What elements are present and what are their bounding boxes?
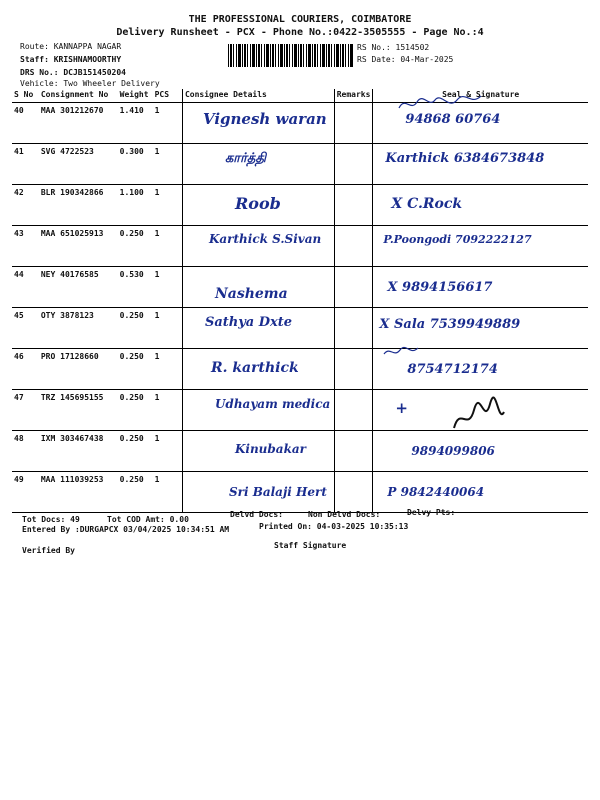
row-sno: 47 xyxy=(12,390,39,431)
row-weight: 0.250 xyxy=(118,390,153,431)
row-remarks xyxy=(334,390,373,431)
printed-on: Printed On: 04-03-2025 10:35:13 xyxy=(259,522,409,531)
row-seal-cell xyxy=(373,185,588,226)
col-seal-signature: Seal & Signature xyxy=(373,89,588,103)
table-row xyxy=(12,431,588,472)
row-consignee-handwriting: Vignesh waran xyxy=(202,110,327,128)
row-pcs: 1 xyxy=(153,103,183,144)
barcode xyxy=(228,44,353,67)
row-consignee-handwriting: R. karthick xyxy=(210,360,299,376)
row-pcs: 1 xyxy=(153,144,183,185)
row-seal-handwriting: P.Poongodi 7092222127 xyxy=(383,233,532,246)
runsheet-table xyxy=(12,89,588,513)
row-seal-cell xyxy=(373,472,588,513)
row-consignee-cell xyxy=(182,431,334,472)
row-sno: 41 xyxy=(12,144,39,185)
row-weight: 0.300 xyxy=(118,144,153,185)
drs-number: DRS No.: DCJB151450204 xyxy=(20,68,126,77)
row-consignment: TRZ 145695155 xyxy=(39,390,118,431)
row-pcs: 1 xyxy=(153,267,183,308)
non-delivered-docs: Non Delvd Docs: xyxy=(308,510,381,519)
row-remarks xyxy=(334,431,373,472)
row-consignment: MAA 111039253 xyxy=(39,472,118,513)
row-seal-handwriting: + xyxy=(395,399,408,417)
row-seal-handwriting: X C.Rock xyxy=(391,196,463,212)
row-weight: 0.530 xyxy=(118,267,153,308)
row-consignee-handwriting: கார்த்தி xyxy=(224,151,266,166)
row-consignment: BLR 190342866 xyxy=(39,185,118,226)
verified-by-label: Verified By xyxy=(22,546,75,555)
row-weight: 0.250 xyxy=(118,472,153,513)
signature-scribble-icon xyxy=(395,92,495,116)
row-pcs: 1 xyxy=(153,308,183,349)
row-consignment: MAA 301212670 xyxy=(39,103,118,144)
table-row xyxy=(12,185,588,226)
row-seal-handwriting: P 9842440064 xyxy=(387,485,485,499)
col-pcs: PCS xyxy=(153,89,183,103)
row-seal-handwriting: 9894099806 xyxy=(411,444,495,458)
row-pcs: 1 xyxy=(153,472,183,513)
delivery-points: Delvy Pts: xyxy=(407,508,456,517)
table-row xyxy=(12,267,588,308)
signature-scribble-icon xyxy=(382,344,422,360)
table-row xyxy=(12,226,588,267)
row-seal-cell xyxy=(373,267,588,308)
row-consignee-cell xyxy=(182,349,334,390)
table-header xyxy=(12,89,588,103)
row-consignment: MAA 651025913 xyxy=(39,226,118,267)
row-consignee-handwriting: Sri Balaji Hert xyxy=(228,485,327,499)
row-sno: 42 xyxy=(12,185,39,226)
rs-number: RS No.: 1514502 xyxy=(357,43,430,52)
row-weight: 0.250 xyxy=(118,349,153,390)
row-pcs: 1 xyxy=(153,226,183,267)
row-consignee-handwriting: Sathya Dxte xyxy=(204,315,293,330)
rs-date: RS Date: 04-Mar-2025 xyxy=(357,55,454,64)
row-consignee-handwriting: Kinubakar xyxy=(234,442,306,456)
row-remarks xyxy=(334,185,373,226)
row-consignee-cell xyxy=(182,308,334,349)
row-weight: 1.100 xyxy=(118,185,153,226)
col-weight: Weight xyxy=(118,89,153,103)
row-sno: 44 xyxy=(12,267,39,308)
row-sno: 49 xyxy=(12,472,39,513)
row-seal-cell xyxy=(373,431,588,472)
row-consignment: SVG 4722523 xyxy=(39,144,118,185)
row-sno: 48 xyxy=(12,431,39,472)
row-consignment: OTY 3878123 xyxy=(39,308,118,349)
row-remarks xyxy=(334,472,373,513)
table-row xyxy=(12,472,588,513)
staff-label: Staff: KRISHNAMOORTHY xyxy=(20,55,122,64)
row-seal-cell xyxy=(373,144,588,185)
table-row xyxy=(12,144,588,185)
row-remarks xyxy=(334,308,373,349)
row-pcs: 1 xyxy=(153,431,183,472)
signature-scribble-icon xyxy=(448,396,508,436)
row-consignee-cell xyxy=(182,103,334,144)
row-consignee-handwriting: Nashema xyxy=(214,286,288,302)
row-sno: 40 xyxy=(12,103,39,144)
col-sno: S No xyxy=(12,89,39,103)
table-row xyxy=(12,308,588,349)
entered-by: Entered By :DURGAPCX 03/04/2025 10:34:51 AM xyxy=(22,525,230,534)
row-pcs: 1 xyxy=(153,349,183,390)
row-consignee-cell xyxy=(182,185,334,226)
route-label: Route: KANNAPPA NAGAR xyxy=(20,42,122,51)
runsheet-title: Delivery Runsheet - PCX - Phone No.:0422-3505555 - Page No.:4 xyxy=(116,27,484,38)
row-consignee-cell xyxy=(182,390,334,431)
total-cod-amount: Tot COD Amt: 0.00 xyxy=(107,515,189,524)
row-seal-handwriting: 8754712174 xyxy=(407,362,498,377)
row-sno: 43 xyxy=(12,226,39,267)
row-sno: 46 xyxy=(12,349,39,390)
row-consignee-handwriting: Udhayam medica xyxy=(214,397,331,411)
col-consignment: Consignment No xyxy=(39,89,118,103)
row-seal-cell xyxy=(373,226,588,267)
row-consignee-cell xyxy=(182,226,334,267)
col-consignee: Consignee Details xyxy=(182,89,334,103)
delivered-docs: Delvd Docs: xyxy=(230,510,283,519)
row-seal-cell xyxy=(373,308,588,349)
row-remarks xyxy=(334,349,373,390)
col-remarks: Remarks xyxy=(334,89,373,103)
row-pcs: 1 xyxy=(153,185,183,226)
row-pcs: 1 xyxy=(153,390,183,431)
row-remarks xyxy=(334,144,373,185)
company-title: THE PROFESSIONAL COURIERS, COIMBATORE xyxy=(188,14,412,25)
total-docs: Tot Docs: 49 xyxy=(22,515,80,524)
row-consignment: PRO 17128660 xyxy=(39,349,118,390)
row-remarks xyxy=(334,267,373,308)
row-consignee-cell xyxy=(182,472,334,513)
row-consignee-cell xyxy=(182,267,334,308)
row-sno: 45 xyxy=(12,308,39,349)
row-seal-handwriting: Karthick 6384673848 xyxy=(385,151,545,166)
row-consignee-handwriting: Roob xyxy=(234,194,281,213)
row-seal-handwriting: X 9894156617 xyxy=(387,280,493,295)
row-weight: 0.250 xyxy=(118,431,153,472)
row-remarks xyxy=(334,226,373,267)
row-weight: 0.250 xyxy=(118,226,153,267)
row-consignment: IXM 303467438 xyxy=(39,431,118,472)
row-weight: 1.410 xyxy=(118,103,153,144)
row-consignee-handwriting: Karthick S.Sivan xyxy=(208,232,322,246)
row-consignee-cell xyxy=(182,144,334,185)
vehicle-label: Vehicle: Two Wheeler Delivery xyxy=(20,79,160,88)
row-seal-handwriting: 94868 60764 xyxy=(405,112,501,127)
table-row xyxy=(12,349,588,390)
staff-signature-label: Staff Signature xyxy=(274,541,347,550)
row-consignment: NEY 40176585 xyxy=(39,267,118,308)
table-row xyxy=(12,103,588,144)
row-seal-handwriting: X Sala 7539949889 xyxy=(379,317,521,332)
row-weight: 0.250 xyxy=(118,308,153,349)
row-remarks xyxy=(334,103,373,144)
